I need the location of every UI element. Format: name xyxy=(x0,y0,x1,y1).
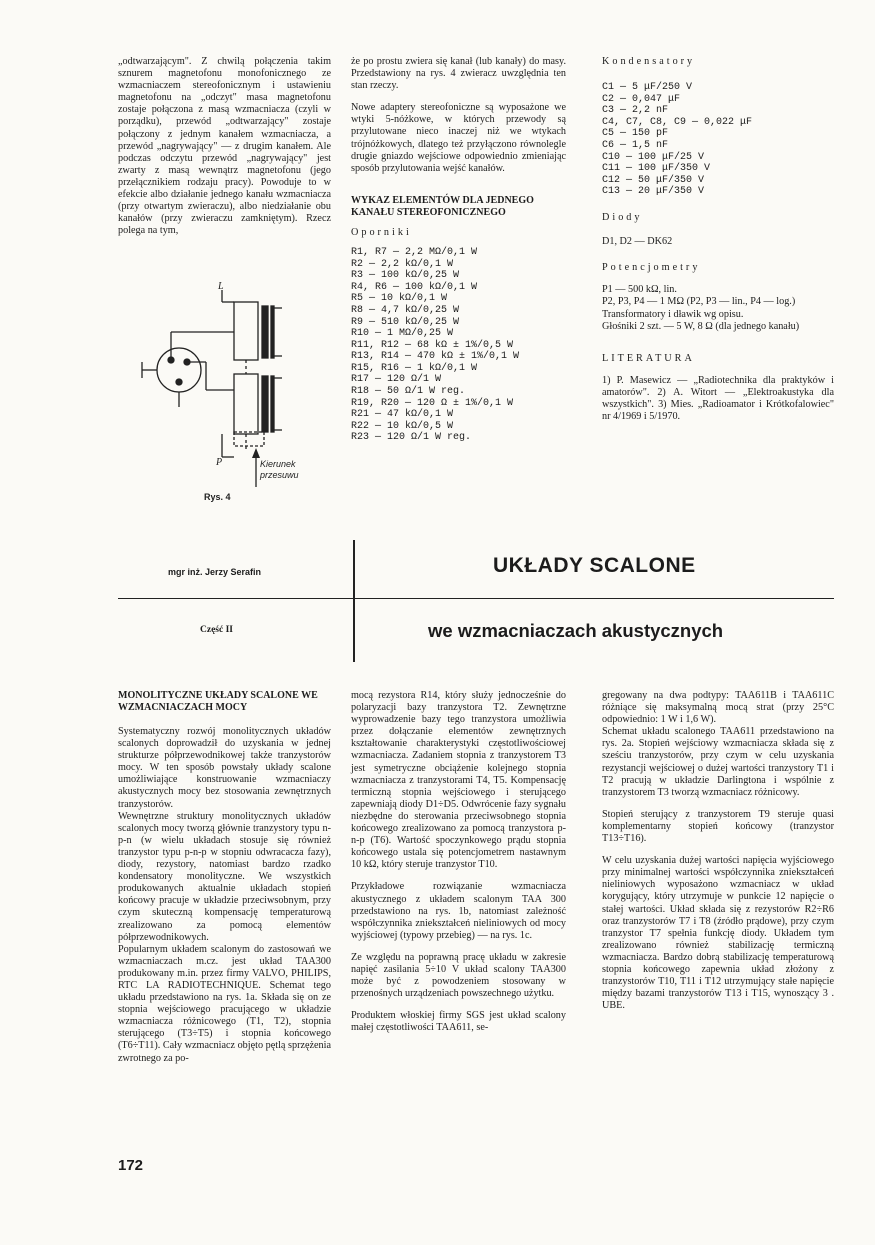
paragraph: Stopień sterujący z tranzystorem T9 steruje quasi komplementarny stopień końcowy (tranzystor T13÷T16). xyxy=(602,808,834,845)
section-heading: MONOLITYCZNE UKŁADY SCALONE WE WZMACNIACZACH MOCY xyxy=(118,690,318,713)
paragraph: Produktem włoskiej firmy SGS jest układ scalony małej częstotliwości TAA611, se- xyxy=(351,1010,566,1034)
list-item: R1, R7 — 2,2 MΩ/0,1 W xyxy=(351,246,478,258)
subheading-kondensatory: Kondensatory xyxy=(602,56,696,67)
list-item: R13, R14 — 470 kΩ ± 1%/0,1 W xyxy=(351,351,520,363)
list-item: C10 — 100 μF/25 V xyxy=(602,151,705,163)
list-item: C4, C7, C8, C9 — 0,022 μF xyxy=(602,116,753,128)
list-item: R9 — 510 kΩ/0,25 W xyxy=(351,316,460,328)
top-column-1 xyxy=(118,56,331,237)
figure-rys4 xyxy=(134,282,324,507)
subheading-diody: Diody xyxy=(602,212,643,224)
list-item: R17 — 120 Ω/1 W xyxy=(351,374,442,386)
list-item: R22 — 10 kΩ/0,5 W xyxy=(351,420,454,432)
paragraph: „odtwarzającym". Z chwilą połączenia takim sznurem magnetofonu monofonicznego ze wzmacniaczem stereofonicznym i ustawieniu magnetofonu na „odczyt" masa magnetofonu zostaje połączona z masą wzmacniacza (czyli w porządku), przewód „odtwarzający" zostaje połączony z jednym kanałem wzmacniacza, a przewód „nagrywający" — z drugim kanałem. Ale podczas odczytu przewód „nagrywający" jest zwarty z masą wewnątrz magnetofonu (jego przełącznikiem rodzaju pracy). Powoduje to w efekcie albo działanie jednego kanału wzmacniacza (przy otwartym zwieraczu), albo niedziałanie obu kanałów (przy zwieraczu zamkniętym). Rzecz polega na tym, xyxy=(118,56,331,237)
bottom-column-1 xyxy=(118,690,331,1065)
list-item: R18 — 50 Ω/1 W reg. xyxy=(351,386,466,398)
list-item: C13 — 20 μF/350 V xyxy=(602,186,705,198)
list-item: R5 — 10 kΩ/0,1 W xyxy=(351,293,448,305)
list-item: C2 — 0,047 μF xyxy=(602,93,681,105)
subheading-oporniki: Oporniki xyxy=(351,226,412,238)
top-column-2 xyxy=(351,56,566,444)
figure-caption: Rys. 4 xyxy=(204,492,231,502)
label-P: P xyxy=(216,457,223,468)
list-item: C11 — 100 μF/350 V xyxy=(602,163,711,175)
literature-text: 1) P. Masewicz — „Radiotechnika dla praktyków i amatorów". 2) A. Witort — „Elektroakustyka dla wszystkich". 3) Mies. „Radioamator i Krótkofalowiec" nr 4/1969 i 5/1970. xyxy=(602,374,834,423)
paragraph: Ze względu na poprawną pracę układu w zakresie napięć zasilania 5÷10 V układ scalony TAA300 może być z powodzeniem stosowany w przenośnych urządzeniach powszechnego użytku. xyxy=(351,951,566,1000)
paragraph: Nowe adaptery stereofoniczne są wyposażone we wtyki 5-nóżkowe, w których przewody są przylutowane nieco inaczej niż we wtykach trójnóżkowych, dlatego też przyłączono równolegle drugie gniazdo wejściowe odpowiednio zmieniając sposób przylutowania wejść kanałów. xyxy=(351,102,566,174)
paragraph: Przykładowe rozwiązanie wzmacniacza akustycznego z układem scalonym TAA 300 przedstawiono na rys. 1b, natomiast zależność współczynnika zniekształceń nieliniowych od mocy wyjściowej (typowy przebieg) — na rys. 1c. xyxy=(351,881,566,941)
list-item: R23 — 120 Ω/1 W reg. xyxy=(351,432,472,444)
article-subtitle: we wzmacniaczach akustycznych xyxy=(428,620,724,641)
list-item: C3 — 2,2 nF xyxy=(602,105,669,117)
list-item: R10 — 1 MΩ/0,25 W xyxy=(351,328,454,340)
paragraph: gregowany na dwa podtypy: TAA611B i TAA611C różniące się maksymalną mocą strat (przy 25°C odpowiednio: 1 W i 1,6 W). xyxy=(602,690,834,726)
list-item: Głośniki 2 szt. — 5 W, 8 Ω (dla jednego kanału) xyxy=(602,320,800,332)
subheading-literatura: LITERATURA xyxy=(602,352,695,364)
diody-line: D1, D2 — DK62 xyxy=(602,236,673,248)
arrow-label-2: przesuwu xyxy=(260,470,299,480)
author-name: mgr inż. Jerzy Serafin xyxy=(168,567,262,577)
paragraph: Systematyczny rozwój monolitycznych układów scalonych doprowadził do uzyskania w jednej strukturze półprzewodnikowej także tranzystorów mocy. W ten sposób powstały układy scalone umożliwiające konstruowanie wzmacniaczy akustycznych mocy bez stosowania zewnętrznych tranzystorów. xyxy=(118,726,331,810)
list-item: R19, R20 — 120 Ω ± 1%/0,1 W xyxy=(351,397,514,409)
list-item: R15, R16 — 1 kΩ/0,1 W xyxy=(351,362,478,374)
title-divider-vertical xyxy=(353,540,355,662)
list-item: P2, P3, P4 — 1 MΩ (P2, P3 — lin., P4 — log.) xyxy=(602,296,796,308)
paragraph: Wewnętrzne struktury monolitycznych układów scalonych mocy tworzą głównie tranzystory typu n-p-n (w wielu układach stosuje się również tranzystor typu p-n-p w stopniu odwracacza fazy), diody, rezystory, natomiast bardzo rzadko kondensatory monolityczne. We wszystkich produkowanych aktualnie układach stopień końcowy pracuje w układzie przeciwsobnym, przy czym skuteczną kompensację temperaturową zrealizowano za pomocą elementów półprzewodnikowych. xyxy=(118,810,331,943)
list-item: Transformatory i dławik wg opisu. xyxy=(602,308,744,320)
page-number: 172 xyxy=(118,1157,144,1174)
paragraph: mocą rezystora R14, który służy jednocześnie do polaryzacji bazy tranzystora T2. Zewnętrzne wyprowadzenie bazy tego tranzystora umożliwia przez dołączanie elementów zewnętrznych kształtowanie charakterystyki częstotliwościowej wzmacniacza. Zadaniem stopnia z tranzystorem T3 jest symetryczne obciążenie kolejnego stopnia wzmacniacza z tranzystorami T4, T5. Kompensację termiczną stopnia wejściowego i sterującego zapewniają diody D1÷D5. Odwrócenie fazy sygnału niezbędne do sterowania przeciwsobnego stopnia końcowego zrealizowano za pomocą tranzystora p-n-p (T6). Wartość spoczynkowego prądu stopnia końcowego ustala się potencjometrem nastawnym 10 kΩ, który steruje tranzystor T10. xyxy=(351,690,566,871)
paragraph: że po prostu zwiera się kanał (lub kanały) do masy. Przedstawiony na rys. 4 zwieracz uwzględnia ten stan rzeczy. xyxy=(351,56,566,92)
list-item: C12 — 50 μF/350 V xyxy=(602,174,705,186)
bottom-column-3 xyxy=(602,690,834,1012)
arrow-label-1: Kierunek xyxy=(260,459,296,469)
list-item: C6 — 1,5 nF xyxy=(602,140,669,152)
paragraph: W celu uzyskania dużej wartości napięcia wyjściowego przy minimalnej wartości współczynnika zniekształceń nieliniowych wyposażono wzmacniacz w układ korygujący, który utrzymuje w punkcie 12 napięcie o stałej wartości. Układ składa się z rezystorów R2÷R6 oraz tranzystorów T7 i T8 (źródło prądowe), przy czym tranzystor T7 spełnia funkcję diody. Układem tym zrealizowano również stabilizację termiczną wzmacniacza. Bardzo dobrą stabilizację temperaturową stopnia końcowego zapewnia układ złożony z tranzystorów T10, T11 i T12 utrzymujący stałe napięcie między bazami tranzystorów T13 i T15, wynoszący 3 . UBE. xyxy=(602,855,834,1012)
capacitor-list xyxy=(602,82,834,198)
list-item: R3 — 100 kΩ/0,25 W xyxy=(351,270,460,282)
list-item: R2 — 2,2 kΩ/0,1 W xyxy=(351,258,454,270)
potentiometer-list xyxy=(602,284,834,332)
list-item: C1 — 5 μF/250 V xyxy=(602,82,693,94)
article-title: UKŁADY SCALONE xyxy=(493,554,696,577)
list-item: R21 — 47 kΩ/0,1 W xyxy=(351,409,454,421)
resistor-list xyxy=(351,247,566,444)
section-heading: WYKAZ ELEMENTÓW DLA JEDNEGO KANAŁU STEREOFONICZNEGO xyxy=(351,194,534,218)
title-divider-horizontal xyxy=(118,598,834,599)
paragraph: Schemat układu scalonego TAA611 przedstawiono na rys. 2a. Stopień wejściowy wzmacniacza składa się z sześciu tranzystorów, przy czym w celu uzyskania rezystancji wejściowej o dużej wartości tranzystory T1 i T2 pracują w układzie Darlingtona i wspólnie z tranzystorem T3 tworzą wzmacniacz różnicowy. xyxy=(602,726,834,798)
article-part: Część II xyxy=(200,625,233,635)
top-column-3 xyxy=(602,56,834,423)
list-item: P1 — 500 kΩ, lin. xyxy=(602,284,677,296)
list-item: R8 — 4,7 kΩ/0,25 W xyxy=(351,304,460,316)
bottom-column-2 xyxy=(351,690,566,1034)
list-item: R11, R12 — 68 kΩ ± 1%/0,5 W xyxy=(351,339,514,351)
label-L: L xyxy=(218,282,224,292)
paragraph: Popularnym układem scalonym do zastosowań we wzmacniaczach m.cz. jest układ TAA300 produkowany m.in. przez firmy VALVO, PHILIPS, RTC LA RADIOTECHNIQUE. Schemat tego układu przedstawiono na rys. 1a. Składa się on ze stopnia wejściowego pracującego w układzie wzmacniacza różnicowego (T1, T2), stopnia sterującego (T3÷T5) i stopnia końcowego (T6÷T11). Cały wzmacniacz objęto pętlą sprzężenia zwrotnego za po- xyxy=(118,943,331,1064)
list-item: C5 — 150 pF xyxy=(602,128,669,140)
list-item: R4, R6 — 100 kΩ/0,1 W xyxy=(351,281,478,293)
subheading-potencjometry: Potencjometry xyxy=(602,262,701,274)
